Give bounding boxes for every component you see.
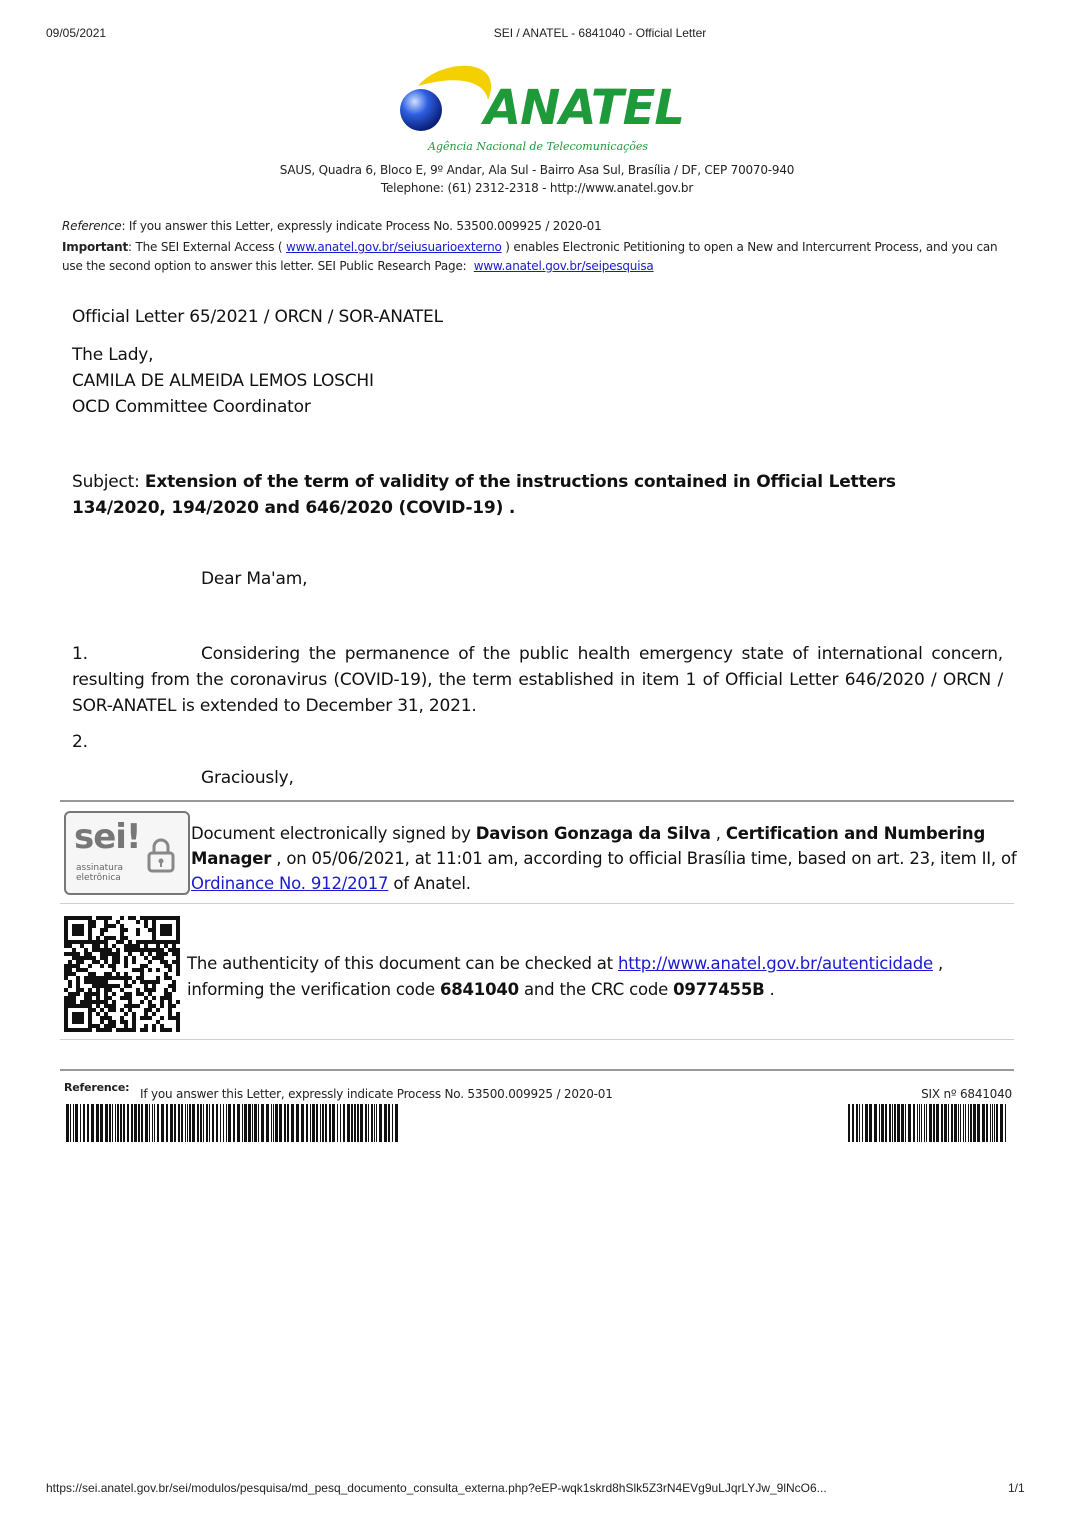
reference-notice	[62, 219, 1002, 233]
signature-text-1: Document electronically signed by	[191, 824, 471, 843]
authenticity-text	[187, 951, 1013, 1003]
important-text-2: ) enables Electronic Petitioning to open a New and Intercurrent Process, and you can use the second option to answer this letter. SEI Public Research Page:	[62, 240, 998, 273]
barcode-right	[848, 1104, 1008, 1142]
signature-text-2: ,	[715, 824, 721, 843]
address-line-1: SAUS, Quadra 6, Bloco E, 9º Andar, Ala Sul - Bairro Asa Sul, Brasília / DF, CEP 70070-940	[279, 163, 795, 177]
authenticity-link[interactable]: http://www.anatel.gov.br/autenticidade	[618, 954, 933, 973]
authenticity-text-2: , informing the verification code	[187, 954, 944, 999]
six-number: SIX nº 6841040	[921, 1087, 1012, 1101]
sei-badge-sub2: eletrônica	[76, 873, 121, 883]
authenticity-text-3: and the CRC code	[523, 980, 669, 999]
subject-text: Extension of the term of validity of the instructions contained in Official Letters 134/2020, 194/2020 and 646/2020 (COVID-19) .	[72, 472, 896, 518]
subject	[72, 469, 982, 521]
logo-subtitle: Agência Nacional de Telecomunicações	[428, 140, 649, 153]
qr-code-graphic	[64, 916, 182, 1032]
print-footer-page: 1/1	[1008, 1481, 1025, 1495]
signature-divider-middle	[60, 903, 1014, 904]
address-line-2: Telephone: (61) 2312-2318 - http://www.anatel.gov.br	[380, 181, 694, 195]
sei-badge-subtitle	[76, 863, 123, 883]
paragraph-1	[72, 641, 1003, 719]
subject-label: Subject:	[72, 472, 140, 492]
signature-divider-top	[60, 800, 1014, 802]
authenticity-text-1: The authenticity of this document can be checked at	[187, 954, 613, 973]
qr-code	[64, 916, 182, 1032]
important-label: Important	[62, 240, 129, 254]
footer-divider	[60, 1069, 1014, 1071]
authenticity-text-4: .	[769, 980, 775, 999]
recipient-name: CAMILA DE ALMEIDA LEMOS LOSCHI	[72, 371, 374, 391]
print-footer-url: https://sei.anatel.gov.br/sei/modulos/pesquisa/md_pesq_documento_consulta_externa.php?eEP-wqk1skrd8hSlk5Z3rN4EVg9uLJqrLYJw_9lNcO6...	[46, 1481, 827, 1495]
recipient-role: OCD Committee Coordinator	[72, 397, 311, 417]
verification-code: 6841040	[439, 980, 519, 999]
letter-number: Official Letter 65/2021 / ORCN / SOR-ANATEL	[72, 307, 443, 327]
paragraph-1-number: 1.	[72, 644, 88, 664]
greeting: Dear Ma'am,	[201, 569, 308, 589]
footer-reference-text: If you answer this Letter, expressly indicate Process No. 53500.009925 / 2020-01	[140, 1087, 613, 1101]
crc-code: 0977455B	[673, 980, 765, 999]
ordinance-link[interactable]: Ordinance No. 912/2017	[191, 874, 389, 893]
signature-text	[191, 821, 1017, 896]
external-access-link[interactable]: www.anatel.gov.br/seiusuarioexterno	[286, 240, 502, 254]
print-title: SEI / ANATEL - 6841040 - Official Letter	[493, 26, 707, 40]
signer-name: Davison Gonzaga da Silva	[475, 824, 711, 843]
signature-text-4: of Anatel.	[393, 874, 471, 893]
salutation-line: The Lady,	[72, 345, 154, 365]
signature-text-3: , on 05/06/2021, at 11:01 am, according to official Brasília time, based on art. 23, item II, of	[276, 849, 1017, 868]
important-text-1: : The SEI External Access (	[128, 240, 283, 254]
sei-signature-badge	[64, 811, 190, 895]
sei-badge-title: sei!	[74, 817, 141, 857]
important-notice	[62, 238, 1002, 276]
paragraph-1-text: Considering the permanence of the public health emergency state of international concern, resulting from the coronavirus (COVID-19), the term established in item 1 of Official Letter 646/2020 / ORCN / SOR-ANATEL is extended to December 31, 2021.	[72, 644, 1003, 716]
reference-label: Reference	[62, 219, 122, 233]
closing: Graciously,	[201, 768, 294, 788]
footer-reference-label: Reference:	[64, 1081, 130, 1094]
signer-role: Certification and Numbering Manager	[191, 824, 986, 868]
logo-wordmark: ANATEL	[484, 80, 684, 136]
signature-divider-bottom	[60, 1039, 1014, 1040]
anatel-logo	[396, 58, 686, 158]
sei-badge-sub1: assinatura	[76, 863, 124, 873]
public-research-link[interactable]: www.anatel.gov.br/seipesquisa	[473, 259, 654, 273]
paragraph-2-number: 2.	[72, 732, 88, 752]
barcode-left	[66, 1104, 402, 1142]
padlock-icon	[146, 837, 176, 873]
print-date: 09/05/2021	[46, 26, 107, 40]
reference-text: : If you answer this Letter, expressly indicate Process No. 53500.009925 / 2020-01	[121, 219, 602, 233]
